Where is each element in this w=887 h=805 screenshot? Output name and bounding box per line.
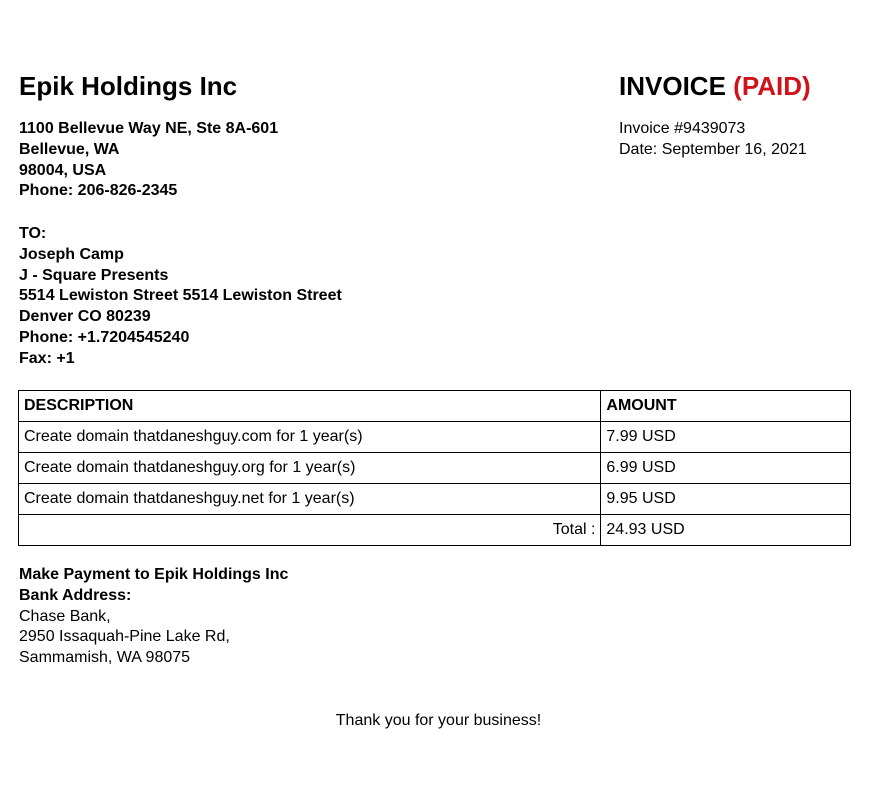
- recipient-label: TO:: [19, 225, 47, 242]
- sender-address: [19, 119, 278, 202]
- payment-heading: Make Payment to Epik Holdings Inc: [19, 566, 289, 583]
- total-row: [19, 515, 851, 546]
- bank-name: Chase Bank,: [19, 607, 111, 625]
- company-name: Epik Holdings Inc: [19, 71, 238, 101]
- item-amount: 7.99 USD: [601, 422, 851, 453]
- invoice-title: [619, 70, 811, 102]
- invoice-date: Date: September 16, 2021: [619, 140, 807, 158]
- table-row: [19, 484, 851, 515]
- table-row: [19, 453, 851, 484]
- table-row: [19, 422, 851, 453]
- invoice-meta: [619, 119, 807, 161]
- amount-column-header: AMOUNT: [601, 391, 851, 422]
- recipient-street: 5514 Lewiston Street 5514 Lewiston Street: [19, 287, 342, 305]
- sender-address-line3: 98004, USA: [19, 161, 107, 179]
- recipient-block: [19, 224, 342, 370]
- recipient-fax: Fax: +1: [19, 349, 75, 367]
- recipient-company: J - Square Presents: [19, 266, 169, 284]
- recipient-phone: Phone: +1.7204545240: [19, 328, 190, 346]
- thank-you-note: Thank you for your business!: [335, 712, 542, 729]
- invoice-number: Invoice #9439073: [619, 120, 746, 137]
- sender-address-line2: Bellevue, WA: [19, 140, 120, 158]
- sender-address-line1: 1100 Bellevue Way NE, Ste 8A-601: [19, 120, 279, 137]
- recipient-name: Joseph Camp: [19, 245, 124, 263]
- bank-address-label: Bank Address:: [19, 586, 132, 604]
- item-description: Create domain thatdaneshguy.com for 1 year(s): [19, 422, 601, 453]
- description-column-header: DESCRIPTION: [19, 391, 601, 422]
- bank-city: Sammamish, WA 98075: [19, 649, 191, 667]
- table-header-row: [19, 391, 851, 422]
- line-items-table: [18, 390, 851, 546]
- bank-street: 2950 Issaquah-Pine Lake Rd,: [19, 628, 230, 646]
- total-label: Total :: [19, 515, 601, 546]
- item-amount: 9.95 USD: [601, 484, 851, 515]
- recipient-city: Denver CO 80239: [19, 308, 151, 326]
- total-value: 24.93 USD: [601, 515, 851, 546]
- item-description: Create domain thatdaneshguy.org for 1 year(s): [19, 453, 601, 484]
- invoice-title-text: INVOICE: [619, 71, 726, 101]
- payment-instructions: [19, 565, 288, 669]
- paid-status-badge: (PAID): [733, 71, 811, 101]
- sender-phone: Phone: 206-826-2345: [19, 182, 178, 200]
- item-description: Create domain thatdaneshguy.net for 1 year(s): [19, 484, 601, 515]
- item-amount: 6.99 USD: [601, 453, 851, 484]
